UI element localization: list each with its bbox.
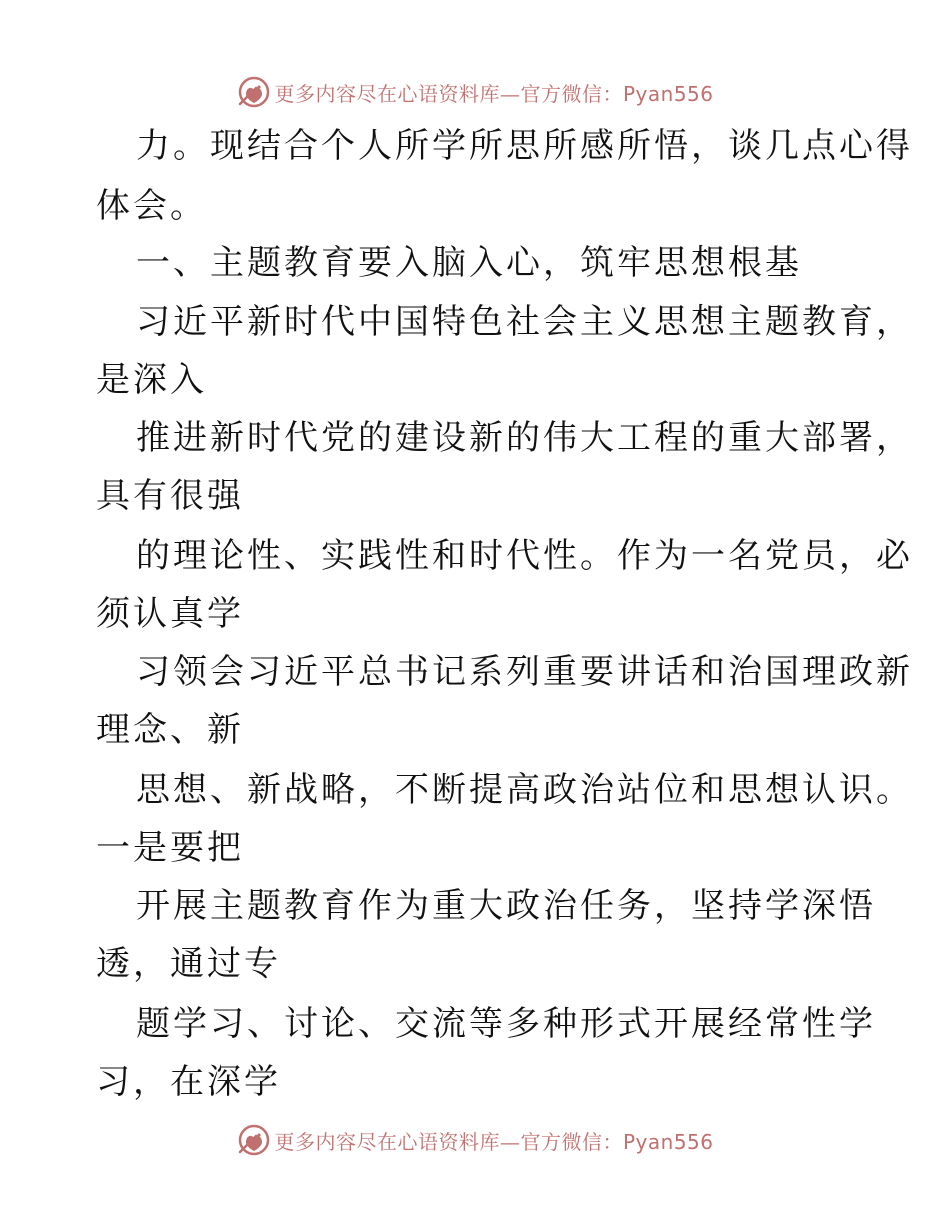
paragraph-line: 题学习、讨论、交流等多种形式开展经常性学 (136, 1004, 876, 1044)
paragraph-line: 习，在深学 (96, 1062, 281, 1102)
watermark-text: 更多内容尽在心语资料库—官方微信：Pyan556 (274, 1129, 714, 1154)
paragraph-line: 须认真学 (96, 594, 244, 634)
paragraph-line: 开展主题教育作为重大政治任务，坚持学深悟 (136, 886, 876, 926)
paragraph-line: 一是要把 (96, 828, 244, 868)
paragraph-line: 习领会习近平总书记系列重要讲话和治国理政新 (136, 652, 913, 692)
paragraph-line: 理念、新 (96, 710, 244, 750)
paragraph-line: 体会。 (96, 186, 207, 226)
paragraph-line: 思想、新战略，不断提高政治站位和思想认识。 (136, 770, 913, 810)
wechat-id: Pyan556 (622, 81, 714, 106)
section-heading: 一、主题教育要入脑入心，筑牢思想根基 (136, 243, 802, 283)
paragraph-line: 透，通过专 (96, 944, 281, 984)
paragraph-line: 力。现结合个人所学所思所感所悟，谈几点心得 (136, 126, 913, 166)
paragraph-line: 习近平新时代中国特色社会主义思想主题教育， (136, 302, 913, 342)
watermark-text: 更多内容尽在心语资料库—官方微信：Pyan556 (274, 81, 714, 106)
paragraph-line: 是深入 (96, 360, 207, 400)
footer-watermark-banner (0, 1120, 950, 1160)
header-watermark-banner (0, 72, 950, 112)
wechat-id: Pyan556 (622, 1129, 714, 1154)
paragraph-line: 的理论性、实践性和时代性。作为一名党员，必 (136, 536, 913, 576)
heart-pen-logo-icon (236, 1122, 272, 1158)
paragraph-line: 推进新时代党的建设新的伟大工程的重大部署， (136, 418, 913, 458)
heart-pen-logo-icon (236, 74, 272, 110)
paragraph-line: 具有很强 (96, 476, 244, 516)
